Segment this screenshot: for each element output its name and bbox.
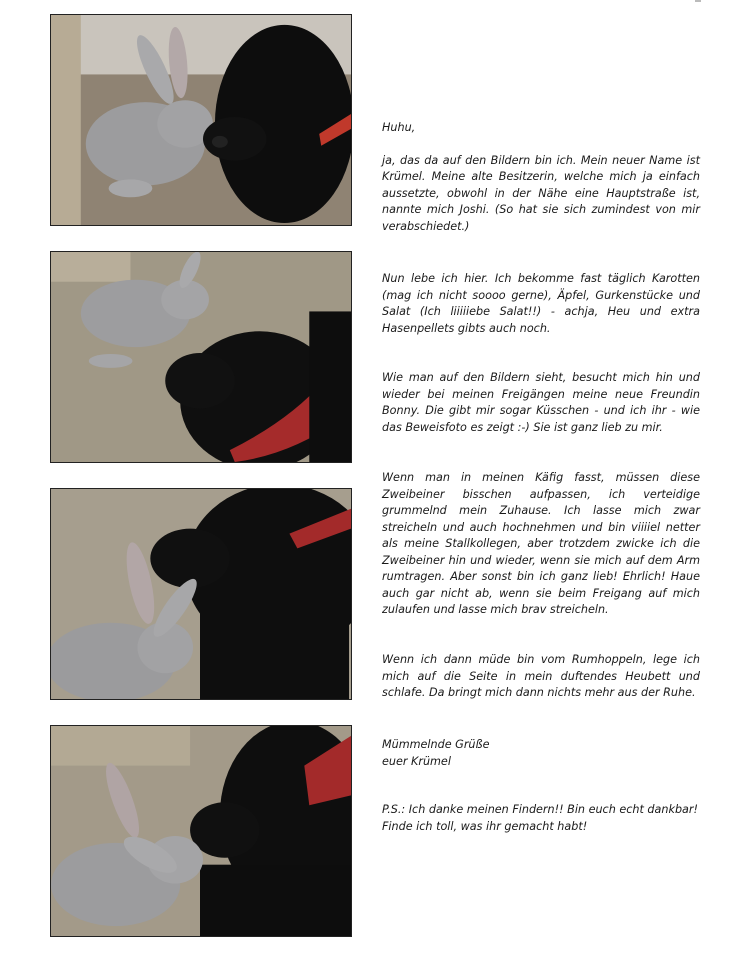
greeting: Huhu, (382, 121, 416, 134)
photo-rabbit-and-dog-3 (50, 488, 352, 700)
closing-line-2: euer Krümel (382, 754, 451, 768)
letter-postscript (382, 802, 700, 835)
letter-friend (382, 370, 700, 436)
closing-line-1: Mümmelnde Grüße (382, 738, 490, 751)
letter-food (382, 271, 700, 337)
photo-rabbit-and-dog-4 (50, 725, 352, 937)
paragraph-friend: Wie man auf den Bildern sieht, besucht mich hin und wieder bei meinen Freigängen meine neue Freundin Bonny. Die gibt mir sogar Küsschen - und ich ihr - wie das Beweisfoto es zeigt :-) Sie ist ganz lieb zu mir. (382, 371, 700, 434)
letter-intro (382, 120, 700, 235)
letter-sleep (382, 652, 700, 702)
photo-rabbit-and-dog-2 (50, 251, 352, 463)
page-corner-mark (695, 0, 701, 2)
paragraph-name: ja, das da auf den Bildern bin ich. Mein neuer Name ist Krümel. Meine alte Besitzerin, welche mich ja einfach aussetzte, obwohl in der Nähe eine Hauptstraße ist, nannte mich Joshi. (So hat sie sich zumindest von mir verabschiedet.) (382, 153, 700, 233)
paragraph-sleep: Wenn ich dann müde bin vom Rumhoppeln, lege ich mich auf die Seite in mein duftendes Heubett und schlafe. Da bringt mich dann nichts mehr aus der Ruhe. (382, 653, 700, 699)
postscript: P.S.: Ich danke meinen Findern!! Bin euch echt dankbar! Finde ich toll, was ihr gemacht habt! (382, 803, 698, 833)
photo-rabbit-and-dog-1 (50, 14, 352, 226)
letter-behavior (382, 470, 700, 619)
paragraph-behavior: Wenn man in meinen Käfig fasst, müssen diese Zweibeiner bisschen aufpassen, ich verteidige grummelnd mein Zuhause. Ich lasse mich zwar streicheln und auch hochnehmen und bin viiiiel netter als meine Stallkollegen, aber trotzdem zwicke ich die Zweibeiner hin und wieder, wenn sie mich auf dem Arm rumtragen. Aber sonst bin ich ganz lieb! Ehrlich! Haue auch gar nicht ab, wenn sie beim Freigang auf mich zulaufen und lasse mich brav streicheln. (382, 471, 700, 616)
paragraph-food: Nun lebe ich hier. Ich bekomme fast täglich Karotten (mag ich nicht soooo gerne), Äpfel, Gurkenstücke und Salat (Ich liiiiiebe Salat!!) - achja, Heu und extra Hasenpellets gibts auch noch. (382, 272, 700, 335)
letter-closing (382, 737, 700, 770)
